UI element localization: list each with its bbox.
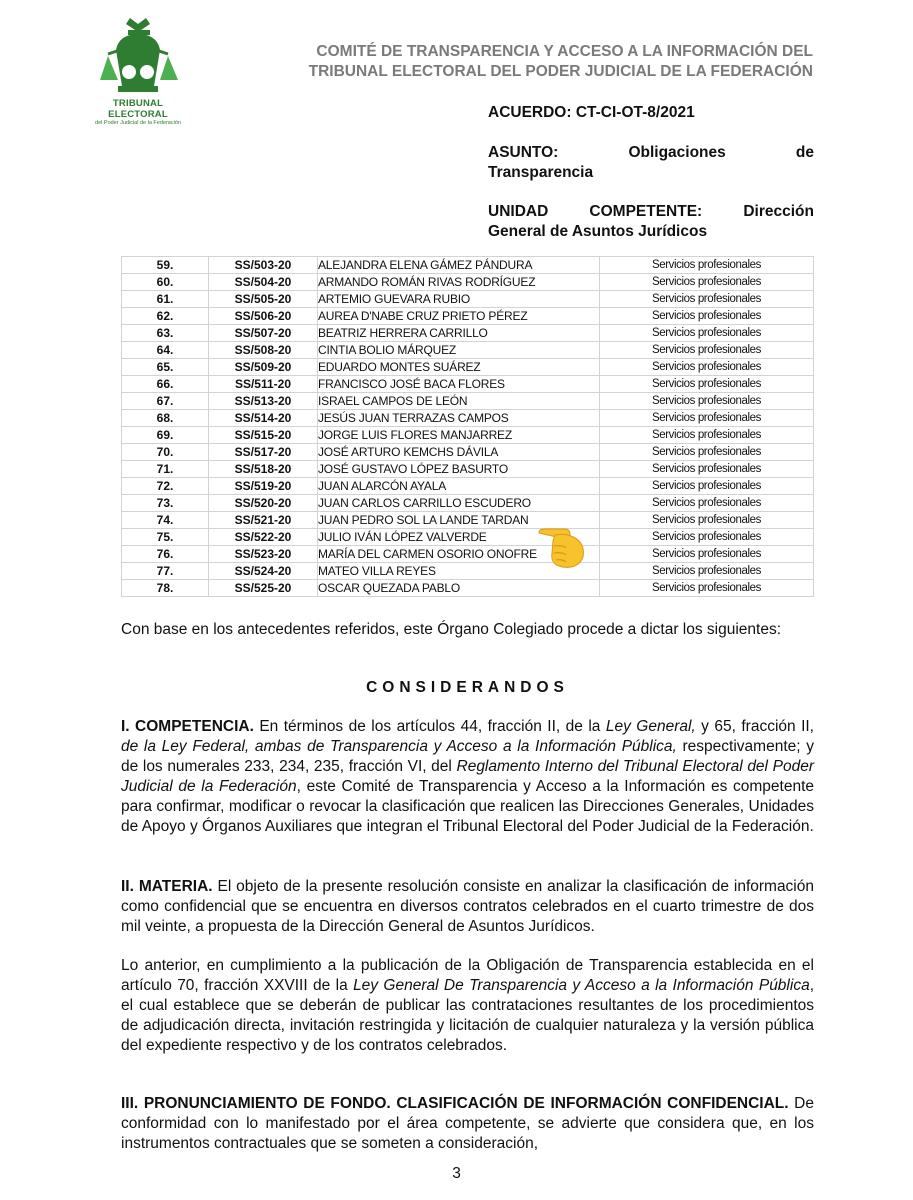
person-name: JUAN PEDRO SOL LA LANDE TARDAN (318, 512, 600, 529)
logo-title: TRIBUNAL ELECTORAL (108, 98, 168, 120)
table-row (122, 512, 814, 529)
file-number: SS/521-20 (209, 512, 318, 529)
file-number: SS/525-20 (209, 580, 318, 597)
row-number: 64. (122, 342, 209, 359)
person-name: JOSÉ ARTURO KEMCHS DÁVILA (318, 444, 600, 461)
person-name: EDUARDO MONTES SUÁREZ (318, 359, 600, 376)
file-number: SS/523-20 (209, 546, 318, 563)
header-line-2: TRIBUNAL ELECTORAL DEL PODER JUDICIAL DE LA FEDERACIÓN (308, 63, 813, 80)
row-number: 74. (122, 512, 209, 529)
row-number: 72. (122, 478, 209, 495)
file-number: SS/522-20 (209, 529, 318, 546)
row-number: 70. (122, 444, 209, 461)
unidad-word: Dirección (743, 203, 814, 220)
contract-type: Servicios profesionales (600, 410, 814, 427)
row-number: 69. (122, 427, 209, 444)
materia-text: El objeto de la presente resolución consiste en analizar la clasificación de información como confidencial que se encuentra en diversos contratos celebrados en el cuarto trimestre de dos mil veinte, a propuesta de la Dirección General de Asuntos Jurídicos. (121, 878, 814, 935)
contract-type: Servicios profesionales (600, 393, 814, 410)
competencia-citation: de la Ley Federal, ambas de Transparencia y Acceso a la Información Pública, (121, 738, 677, 755)
person-name: JUAN ALARCÓN AYALA (318, 478, 600, 495)
contract-type: Servicios profesionales (600, 495, 814, 512)
person-name: JESÚS JUAN TERRAZAS CAMPOS (318, 410, 600, 427)
pronunciamiento-text: De conformidad con lo manifestado por el área competente, se advierte que considera que, en los instrumentos contractuales que se someten a consideración, (121, 1095, 814, 1152)
contract-type: Servicios profesionales (600, 529, 814, 546)
acuerdo-number: ACUERDO: CT-CI-OT-8/2021 (488, 104, 695, 121)
person-name: ISRAEL CAMPOS DE LEÓN (318, 393, 600, 410)
file-number: SS/507-20 (209, 325, 318, 342)
file-number: SS/508-20 (209, 342, 318, 359)
logo-subtitle: del Poder Judicial de la Federación (95, 120, 181, 126)
pointing-hand-icon (537, 519, 591, 573)
file-number: SS/511-20 (209, 376, 318, 393)
file-number: SS/517-20 (209, 444, 318, 461)
asunto-word: Obligaciones (628, 144, 726, 161)
anterior-text: , el cual establece que se deberán de publicar las contrataciones resultantes de los procedimientos de adjudicación directa, invitación restringida y licitación de cualquier naturaleza y la versión pública del expediente respectivo y de los contratos celebrados. (121, 977, 815, 1054)
unidad-label: UNIDAD (488, 203, 549, 220)
file-number: SS/524-20 (209, 563, 318, 580)
person-name: MARÍA DEL CARMEN OSORIO ONOFRE (318, 546, 600, 563)
person-name: JORGE LUIS FLORES MANJARREZ (318, 427, 600, 444)
row-number: 71. (122, 461, 209, 478)
logo-caption (82, 98, 194, 126)
table-row (122, 393, 814, 410)
competencia-text: y 65, fracción II, (695, 718, 814, 735)
person-name: JOSÉ GUSTAVO LÓPEZ BASURTO (318, 461, 600, 478)
file-number: SS/518-20 (209, 461, 318, 478)
table-row (122, 495, 814, 512)
pronunciamiento-paragraph (121, 1094, 814, 1154)
person-name: JUAN CARLOS CARRILLO ESCUDERO (318, 495, 600, 512)
row-number: 67. (122, 393, 209, 410)
contract-type: Servicios profesionales (600, 376, 814, 393)
row-number: 77. (122, 563, 209, 580)
table-row (122, 342, 814, 359)
page-number: 3 (452, 1165, 461, 1182)
competencia-text: En términos de los artículos 44, fracción II, de la (253, 718, 606, 735)
row-number: 78. (122, 580, 209, 597)
row-number: 61. (122, 291, 209, 308)
asunto-word: de (795, 144, 814, 161)
person-name: ALEJANDRA ELENA GÁMEZ PÁNDURA (318, 257, 600, 274)
table-row (122, 274, 814, 291)
row-number: 60. (122, 274, 209, 291)
competencia-heading: I. COMPETENCIA. (121, 718, 254, 735)
table-row (122, 444, 814, 461)
contract-type: Servicios profesionales (600, 291, 814, 308)
file-number: SS/520-20 (209, 495, 318, 512)
person-name: ARMANDO ROMÁN RIVAS RODRÍGUEZ (318, 274, 600, 291)
person-name: OSCAR QUEZADA PABLO (318, 580, 600, 597)
file-number: SS/504-20 (209, 274, 318, 291)
row-number: 66. (122, 376, 209, 393)
table-row (122, 529, 814, 546)
contracts-table (121, 256, 814, 597)
row-number: 62. (122, 308, 209, 325)
person-name: CINTIA BOLIO MÁRQUEZ (318, 342, 600, 359)
row-number: 63. (122, 325, 209, 342)
person-name: MATEO VILLA REYES (318, 563, 600, 580)
contract-type: Servicios profesionales (600, 512, 814, 529)
table-row (122, 325, 814, 342)
person-name: FRANCISCO JOSÉ BACA FLORES (318, 376, 600, 393)
competencia-text: , este Comité de Transparencia y Acceso a la Información es competente para confirmar, modificar o revocar la clasificación que realicen las Direcciones Generales, Unidades de Apoyo y Órganos Auxiliares que integran el Tribunal Electoral del Poder Judicial de la Federación. (121, 778, 814, 835)
row-number: 65. (122, 359, 209, 376)
contract-type: Servicios profesionales (600, 427, 814, 444)
contract-type: Servicios profesionales (600, 325, 814, 342)
table-row (122, 410, 814, 427)
person-name: AUREA D'NABE CRUZ PRIETO PÉREZ (318, 308, 600, 325)
row-number: 76. (122, 546, 209, 563)
file-number: SS/515-20 (209, 427, 318, 444)
person-name: BEATRIZ HERRERA CARRILLO (318, 325, 600, 342)
document-header (230, 42, 813, 82)
contract-type: Servicios profesionales (600, 257, 814, 274)
anterior-citation: Ley General De Transparencia y Acceso a la Información Pública (353, 977, 810, 994)
materia-heading: II. MATERIA. (121, 878, 213, 895)
table-row (122, 359, 814, 376)
table-row (122, 546, 814, 563)
file-number: SS/513-20 (209, 393, 318, 410)
competencia-paragraph (121, 717, 814, 837)
table-row (122, 291, 814, 308)
contract-type: Servicios profesionales (600, 546, 814, 563)
table-row (122, 257, 814, 274)
competencia-citation: Ley General, (605, 718, 696, 735)
table-row (122, 427, 814, 444)
contract-type: Servicios profesionales (600, 478, 814, 495)
competencia-citation: Reglamento Interno del Tribunal Electoral del Poder Judicial de la Federación (121, 758, 814, 795)
contract-type: Servicios profesionales (600, 308, 814, 325)
file-number: SS/505-20 (209, 291, 318, 308)
row-number: 59. (122, 257, 209, 274)
row-number: 73. (122, 495, 209, 512)
file-number: SS/509-20 (209, 359, 318, 376)
table-row (122, 580, 814, 597)
row-number: 68. (122, 410, 209, 427)
row-number: 75. (122, 529, 209, 546)
person-name: JULIO IVÁN LÓPEZ VALVERDE (318, 529, 600, 546)
contract-type: Servicios profesionales (600, 461, 814, 478)
table-row (122, 563, 814, 580)
table-row (122, 461, 814, 478)
header-line-1: COMITÉ DE TRANSPARENCIA Y ACCESO A LA INFORMACIÓN DEL (316, 43, 813, 60)
pronunciamiento-heading: III. PRONUNCIAMIENTO DE FONDO. CLASIFICACIÓN DE INFORMACIÓN CONFIDENCIAL. (121, 1095, 789, 1112)
competencia-text: respectivamente; y de los numerales 233, 234, 235, fracción VI, del (121, 738, 814, 775)
contract-type: Servicios profesionales (600, 342, 814, 359)
intro-paragraph: Con base en los antecedentes referidos, este Órgano Colegiado procede a dictar los siguientes: (121, 621, 782, 638)
anterior-paragraph (121, 956, 814, 1056)
unidad-line-2: General de Asuntos Jurídicos (488, 223, 708, 240)
asunto (488, 143, 814, 183)
person-name: ARTEMIO GUEVARA RUBIO (318, 291, 600, 308)
unidad-competente (488, 202, 814, 242)
asunto-line-2: Transparencia (488, 164, 594, 181)
file-number: SS/503-20 (209, 257, 318, 274)
asunto-label: ASUNTO: (488, 144, 559, 161)
anterior-text: Lo anterior, en cumplimiento a la publicación de la Obligación de Transparencia establecida en el artículo 70, fracción XXVIII de la (121, 957, 814, 994)
table-row (122, 308, 814, 325)
file-number: SS/519-20 (209, 478, 318, 495)
materia-paragraph (121, 877, 814, 937)
contract-type: Servicios profesionales (600, 580, 814, 597)
contract-type: Servicios profesionales (600, 444, 814, 461)
contract-type: Servicios profesionales (600, 274, 814, 291)
table-row (122, 478, 814, 495)
considerandos-title: CONSIDERANDOS (366, 679, 569, 696)
contract-type: Servicios profesionales (600, 563, 814, 580)
file-number: SS/514-20 (209, 410, 318, 427)
file-number: SS/506-20 (209, 308, 318, 325)
contract-type: Servicios profesionales (600, 359, 814, 376)
unidad-label: COMPETENTE: (589, 203, 703, 220)
table-row (122, 376, 814, 393)
